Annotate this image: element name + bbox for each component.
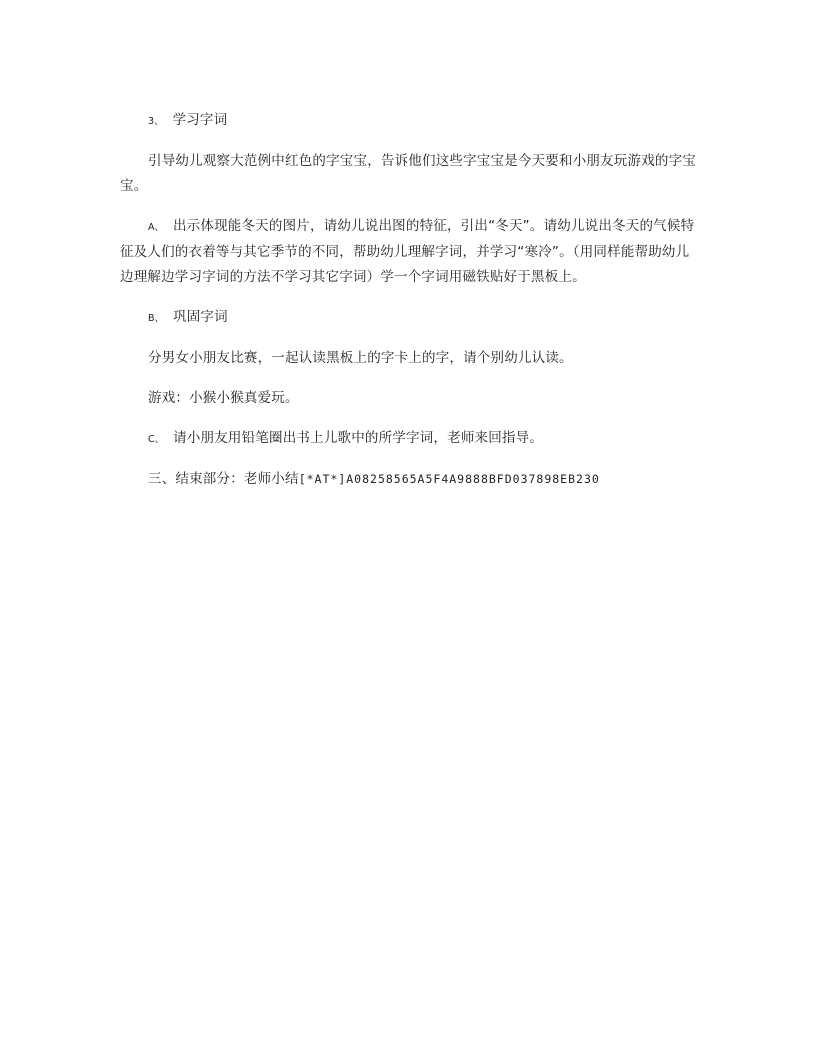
paragraph-text: 分男女小朋友比赛，一起认读黑板上的字卡上的字，请个别幼儿认读。 xyxy=(148,350,573,366)
paragraph-game xyxy=(120,386,700,411)
paragraph-consolidate-heading xyxy=(120,305,700,331)
paragraph-text: 巩固字词 xyxy=(173,309,228,325)
paragraph-text: 出示体现能冬天的图片，请幼儿说出图的特征，引出“冬天”。请幼儿说出冬天的气候特征及人们的衣着等与其它季节的不同，帮助幼儿理解字词，并学习“寒冷”。（用同样能帮助幼儿边理解边学习字词的方法不学习其它字词）学一个字词用磁铁贴好于黑板上。 xyxy=(120,218,695,285)
paragraph-text: 引导幼儿观察大范例中红色的字宝宝，告诉他们这些字宝宝是今天要和小朋友玩游戏的字宝宝。 xyxy=(120,153,696,194)
paragraph-winter-picture xyxy=(120,214,700,290)
paragraph-text: 请小朋友用铅笔圈出书上儿歌中的所学字词，老师来回指导。 xyxy=(173,430,544,446)
paragraph-text: 学习字词 xyxy=(172,112,228,128)
list-marker: A、 xyxy=(148,222,164,233)
paragraph-learn-words-heading xyxy=(120,108,700,134)
paragraph-text: 三、结束部分：老师小结 xyxy=(148,471,299,487)
paragraph-conclusion xyxy=(120,467,700,492)
list-marker: B、 xyxy=(148,313,165,324)
paragraph-observe-example xyxy=(120,149,700,199)
document-body xyxy=(120,108,700,507)
paragraph-competition xyxy=(120,346,700,371)
paragraph-text: 游戏：小猴小猴真爱玩。 xyxy=(148,390,299,406)
list-marker: C、 xyxy=(148,434,165,445)
list-marker: 3、 xyxy=(148,116,164,127)
paragraph-circle-words xyxy=(120,426,700,452)
document-code: [*AT*]A08258565A5F4A9888BFD037898EB230 xyxy=(298,472,600,486)
